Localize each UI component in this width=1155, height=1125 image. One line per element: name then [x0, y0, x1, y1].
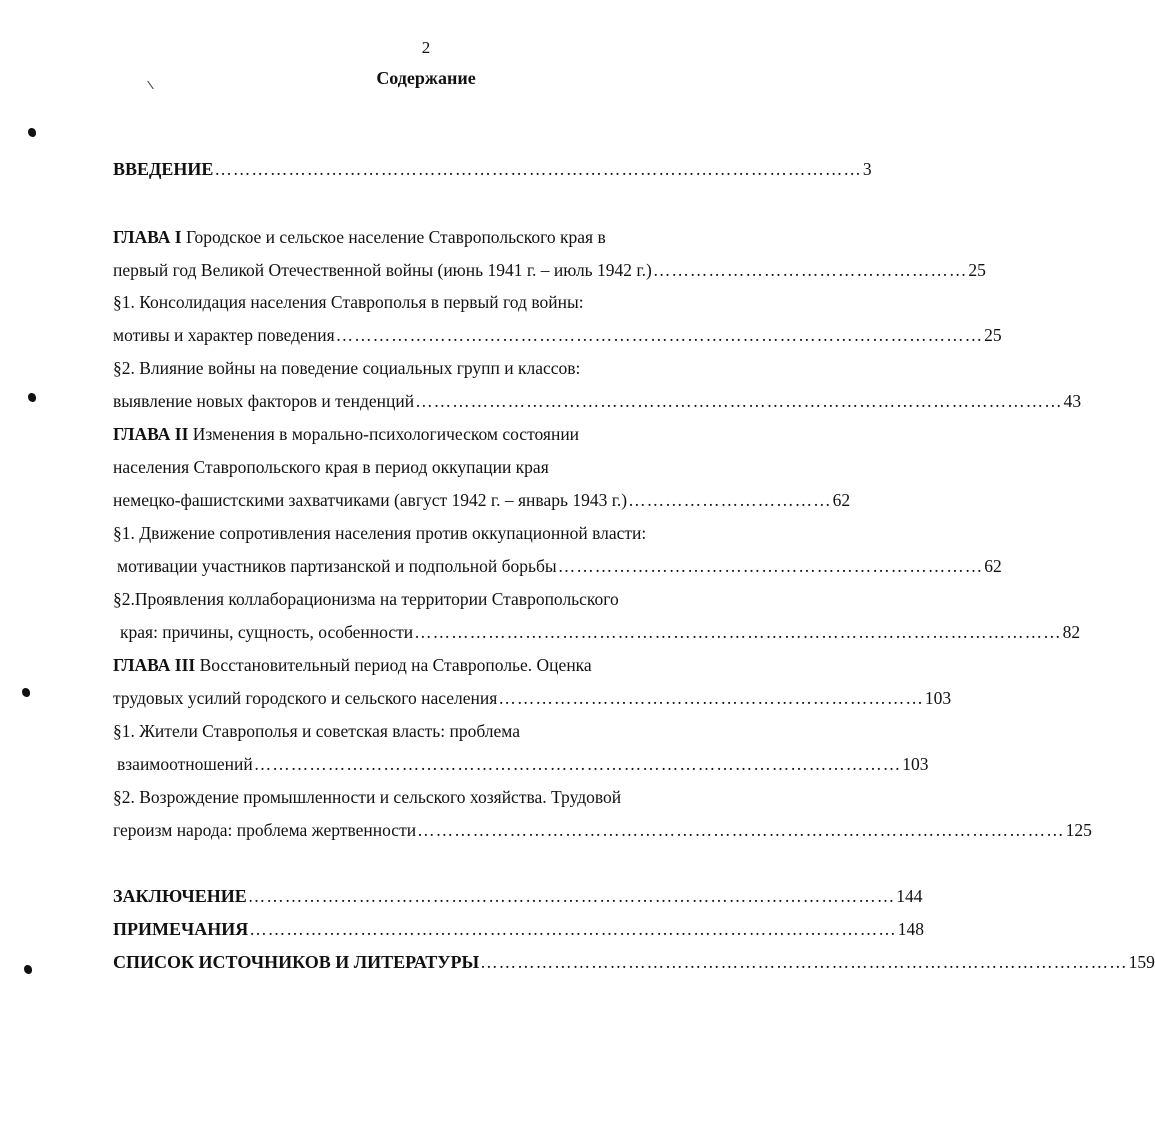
scan-mark: [22, 688, 30, 697]
section-title: §1. Движение сопротивления населения против оккупационной власти:: [113, 523, 647, 543]
toc-section-2-1[interactable]: [117, 554, 1002, 578]
section-title: §1. Жители Ставрополья и советская власть: проблема: [113, 721, 521, 741]
scan-mark: [24, 965, 32, 974]
section-title-cont: мотивы и характер поведения: [113, 325, 335, 345]
leader-dots: ……………………………………………………………………………………………: [335, 325, 984, 345]
chapter-title: Изменения в морально-психологическом состоянии: [192, 424, 580, 444]
section-title: §1. Консолидация населения Ставрополья в первый год войны:: [113, 292, 584, 312]
toc-section-3-2-title[interactable]: [113, 785, 743, 809]
section-title: §2. Возрождение промышленности и сельского хозяйства. Трудовой: [113, 787, 622, 807]
leader-dots: ……………………………………………………………………………………………: [214, 159, 862, 179]
toc-chapter-2-title[interactable]: [113, 422, 743, 446]
toc-page: 25: [968, 260, 986, 280]
page-number: 2: [421, 38, 431, 57]
section-title: §2. Влияние войны на поведение социальных групп и классов:: [113, 358, 581, 378]
section-title-cont: взаимоотношений: [117, 754, 253, 774]
chapter-title: Городское и сельское население Ставропольского края в: [185, 227, 606, 247]
toc-chapter-1-title[interactable]: [113, 225, 743, 249]
toc-section-2-2[interactable]: [120, 620, 1081, 644]
leader-dots: ……………………………………………………………………………………………: [414, 622, 1062, 642]
section-title: §2.Проявления коллаборационизма на территории Ставропольского: [113, 589, 619, 609]
toc-chapter-1[interactable]: [113, 258, 986, 282]
toc-chapter-2-title-cont[interactable]: [113, 455, 743, 479]
chapter-title-cont: населения Ставропольского края в период оккупации края: [113, 457, 549, 477]
leader-dots: ……………………………………………………………………………………………: [480, 952, 1128, 972]
toc-label: ВВЕДЕНИЕ: [113, 159, 214, 179]
toc-page: 103: [902, 754, 929, 774]
chapter-head: ГЛАВА II: [113, 424, 189, 444]
toc-section-1-2-title[interactable]: [113, 356, 743, 380]
toc-page: 3: [862, 159, 872, 179]
toc-section-3-1[interactable]: [117, 752, 929, 776]
toc-section-1-1[interactable]: [113, 323, 1002, 347]
chapter-title: Восстановительный период на Ставрополье. Оценка: [199, 655, 592, 675]
toc-section-3-2[interactable]: [113, 818, 1092, 842]
toc-page: 103: [924, 688, 952, 708]
leader-dots: ……………………………………………………………………………………………: [417, 820, 1065, 840]
toc-page: 148: [897, 919, 924, 939]
leader-dots: ……………………………: [628, 490, 832, 510]
section-title-cont: выявление новых факторов и тенденций: [113, 391, 415, 411]
leader-dots: ……………………………………………………………: [498, 688, 924, 708]
chapter-head: ГЛАВА III: [113, 655, 196, 675]
toc-entry-conclusion[interactable]: [113, 884, 923, 908]
chapter-title-cont: немецко-фашистскими захватчиками (август 1942 г. – январь 1943 г.): [113, 490, 628, 510]
toc-entry-sources[interactable]: [113, 950, 1155, 974]
toc-label: ПРИМЕЧАНИЯ: [113, 919, 249, 939]
leader-dots: ……………………………………………………………………………………………: [253, 754, 902, 774]
toc-chapter-3[interactable]: [113, 686, 952, 710]
leader-dots: ……………………………………………………………………………………………: [249, 919, 897, 939]
toc-chapter-3-title[interactable]: [113, 653, 743, 677]
chapter-head: ГЛАВА I: [113, 227, 182, 247]
toc-entry-notes[interactable]: [113, 917, 924, 941]
leader-dots: ……………………………………………………………: [557, 556, 984, 576]
toc-page: 159: [1128, 952, 1155, 972]
page-title: Содержание: [376, 68, 476, 88]
toc-chapter-2[interactable]: [113, 488, 851, 512]
leader-dots: ……………………………………………………………………………………………: [415, 391, 1063, 411]
toc-page: 62: [832, 490, 851, 510]
toc-section-1-1-title[interactable]: [113, 290, 743, 314]
chapter-title-cont: первый год Великой Отечественной войны (июнь 1941 г. – июль 1942 г.): [113, 260, 652, 280]
scan-mark: [28, 393, 36, 402]
toc-label: СПИСОК ИСТОЧНИКОВ И ЛИТЕРАТУРЫ: [113, 952, 480, 972]
scan-mark: [28, 128, 36, 137]
toc-section-2-1-title[interactable]: [113, 521, 743, 545]
toc-page: 125: [1065, 820, 1092, 840]
toc-page: 144: [896, 886, 923, 906]
toc-label: ЗАКЛЮЧЕНИЕ: [113, 886, 247, 906]
section-title-cont: мотивации участников партизанской и подпольной борьбы: [117, 556, 557, 576]
section-title-cont: края: причины, сущность, особенности: [120, 622, 414, 642]
toc-page: 82: [1062, 622, 1081, 642]
toc-section-3-1-title[interactable]: [113, 719, 743, 743]
toc-page: 62: [984, 556, 1002, 576]
toc-page: 25: [984, 325, 1002, 345]
section-title-cont: героизм народа: проблема жертвенности: [113, 820, 417, 840]
leader-dots: ……………………………………………………………………………………………: [247, 886, 896, 906]
toc-section-2-2-title[interactable]: [113, 587, 743, 611]
toc-page: 43: [1063, 391, 1082, 411]
toc-entry-intro[interactable]: [113, 157, 872, 181]
toc-section-1-2[interactable]: [113, 389, 1082, 413]
leader-dots: ……………………………………………: [652, 260, 968, 280]
chapter-title-cont: трудовых усилий городского и сельского населения: [113, 688, 498, 708]
